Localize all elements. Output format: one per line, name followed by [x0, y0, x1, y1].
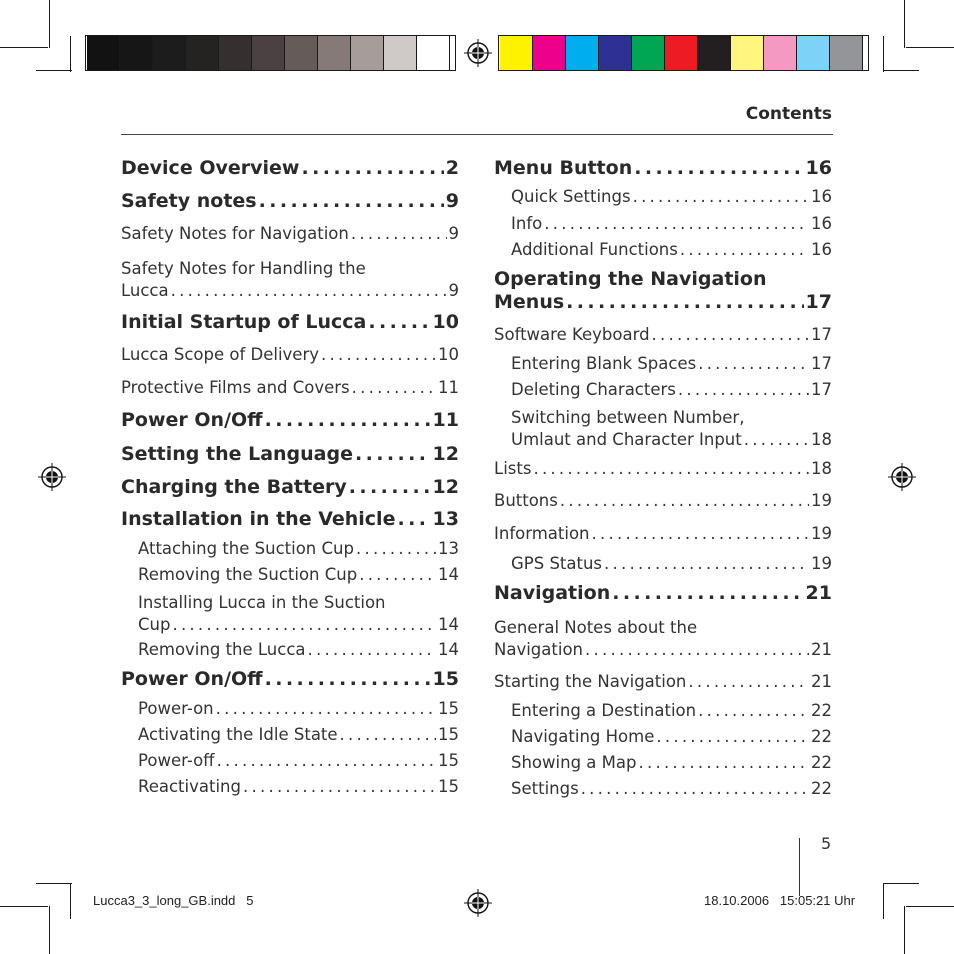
toc-entry-page: 9	[445, 190, 459, 212]
dot-leader	[744, 430, 809, 449]
toc-entry[interactable]	[511, 701, 832, 720]
toc-entry-title: Starting the Navigation	[494, 672, 687, 691]
toc-entry[interactable]	[121, 157, 459, 179]
toc-entry[interactable]	[494, 459, 832, 478]
dot-leader	[243, 777, 436, 796]
toc-entry[interactable]	[121, 443, 459, 465]
toc-entry-title: Safety Notes for Navigation	[121, 224, 349, 243]
toc-entry-title-line: Switching between Number,	[511, 408, 745, 427]
dot-leader	[544, 214, 809, 233]
toc-entry[interactable]	[121, 224, 459, 243]
toc-entry-title: Attaching the Suction Cup	[138, 539, 354, 558]
crop-mark	[0, 906, 48, 907]
toc-entry-page: 12	[432, 476, 459, 498]
color-swatch	[87, 36, 120, 70]
toc-entry-title: Entering Blank Spaces	[511, 354, 697, 373]
toc-entry-title: Lists	[494, 459, 532, 478]
toc-entry[interactable]	[138, 699, 459, 718]
slug-date-info: 18.10.2006 15:05:21 Uhr	[704, 893, 856, 908]
toc-entry-title: Cup	[138, 615, 171, 634]
toc-entry-title: Initial Startup of Lucca	[121, 311, 367, 333]
toc-entry-page: 19	[811, 554, 832, 573]
toc-entry[interactable]	[511, 779, 832, 798]
dot-leader	[265, 668, 431, 690]
toc-entry[interactable]	[138, 539, 459, 558]
dot-leader	[585, 640, 809, 659]
toc-entry-page: 13	[438, 539, 459, 558]
dot-leader	[698, 354, 809, 373]
toc-entry-title: Information	[494, 524, 590, 543]
toc-entry[interactable]	[138, 725, 459, 744]
toc-entry[interactable]	[494, 524, 832, 543]
toc-entry-title: Info	[511, 214, 543, 233]
toc-entry-page: 17	[811, 380, 832, 399]
dot-leader	[604, 554, 809, 573]
toc-entry-title: Showing a Map	[511, 753, 637, 772]
toc-entry-page: 12	[432, 443, 459, 465]
page-number-rule	[799, 838, 800, 896]
toc-entry-title-line: Installing Lucca in the Suction	[138, 593, 386, 612]
crop-mark	[0, 47, 48, 48]
toc-entry[interactable]	[494, 672, 832, 691]
slug-file-info: Lucca3_3_long_GB.indd 5	[93, 893, 254, 908]
toc-entry-page: 16	[811, 240, 832, 259]
crop-mark	[883, 70, 919, 71]
crop-mark	[49, 0, 50, 48]
toc-entry-title: Safety notes	[121, 190, 257, 212]
toc-entry-title: Quick Settings	[511, 187, 631, 206]
toc-entry-title: Deleting Characters	[511, 380, 676, 399]
toc-entry-title: Power On/Off	[121, 409, 263, 431]
dot-leader	[216, 699, 436, 718]
toc-entry[interactable]	[138, 565, 459, 584]
toc-entry-page: 16	[805, 157, 832, 179]
toc-entry[interactable]	[511, 354, 832, 373]
page-number: 5	[821, 834, 832, 853]
toc-entry-title: Activating the Idle State	[138, 725, 338, 744]
toc-entry-page: 11	[438, 378, 459, 397]
toc-entry-title: Lucca Scope of Delivery	[121, 345, 320, 364]
toc-entry-page: 15	[438, 777, 459, 796]
toc-entry-title-line: Operating the Navigation	[494, 268, 767, 290]
toc-entry-title: Power On/Off	[121, 668, 263, 690]
toc-entry-title-line: Safety Notes for Handling the	[121, 259, 366, 278]
toc-entry-title: Protective Films and Covers	[121, 378, 350, 397]
crop-mark	[906, 906, 954, 907]
toc-entry[interactable]	[511, 214, 832, 233]
crop-mark	[904, 0, 905, 48]
registration-mark-icon	[888, 463, 916, 491]
toc-left-column	[121, 0, 459, 954]
toc-entry-page: 16	[811, 214, 832, 233]
crop-mark	[70, 883, 71, 919]
toc-entry-title: Navigating Home	[511, 727, 655, 746]
dot-leader	[217, 751, 436, 770]
toc-entry[interactable]	[121, 311, 459, 333]
toc-entry[interactable]	[138, 751, 459, 770]
dot-leader	[265, 409, 431, 431]
toc-entry[interactable]	[121, 668, 459, 690]
toc-entry-page: 9	[448, 224, 459, 243]
dot-leader	[633, 187, 809, 206]
dot-leader	[321, 345, 436, 364]
dot-leader	[533, 459, 809, 478]
toc-entry[interactable]	[511, 187, 832, 206]
toc-entry[interactable]	[138, 591, 459, 634]
dot-leader	[397, 508, 430, 530]
toc-entry-page: 2	[445, 157, 459, 179]
toc-entry[interactable]	[121, 378, 459, 397]
toc-entry-page: 10	[432, 311, 459, 333]
toc-entry-title: GPS Status	[511, 554, 603, 573]
dot-leader	[259, 190, 444, 212]
crop-mark	[883, 883, 919, 884]
toc-entry[interactable]	[511, 554, 832, 573]
dot-leader	[612, 582, 803, 604]
toc-entry-title: Additional Functions	[511, 240, 678, 259]
dot-leader	[656, 727, 809, 746]
toc-entry-page: 11	[432, 409, 459, 431]
toc-entry-page: 19	[811, 524, 832, 543]
dot-leader	[340, 725, 436, 744]
toc-entry-page: 17	[805, 291, 832, 313]
toc-entry[interactable]	[511, 727, 832, 746]
toc-entry[interactable]	[494, 616, 832, 659]
dot-leader	[308, 640, 436, 659]
toc-entry-page: 16	[811, 187, 832, 206]
toc-entry-page: 14	[438, 565, 459, 584]
toc-entry[interactable]	[494, 157, 832, 179]
toc-entry-title: Umlaut and Character Input	[511, 430, 742, 449]
registration-mark-icon	[464, 39, 492, 67]
crop-mark	[904, 906, 905, 954]
toc-entry-title: Lucca	[121, 281, 169, 300]
crop-mark	[883, 883, 884, 919]
dot-leader	[678, 380, 809, 399]
dot-leader	[566, 291, 803, 313]
toc-entry-page: 9	[448, 281, 459, 300]
toc-entry[interactable]	[138, 777, 459, 796]
toc-entry-page: 15	[438, 751, 459, 770]
dot-leader	[368, 311, 430, 333]
toc-entry-page: 17	[811, 354, 832, 373]
toc-entry-title: Power-off	[138, 751, 215, 770]
crop-mark	[70, 36, 71, 72]
toc-entry-title: Entering a Destination	[511, 701, 697, 720]
toc-right-column	[494, 0, 832, 954]
toc-entry[interactable]	[511, 240, 832, 259]
dot-leader	[349, 476, 431, 498]
toc-entry-page: 17	[811, 325, 832, 344]
toc-entry-title: Buttons	[494, 491, 558, 510]
registration-mark-icon	[464, 889, 492, 917]
dot-leader	[356, 539, 436, 558]
toc-entry-page: 22	[811, 753, 832, 772]
toc-entry-title-line: General Notes about the	[494, 618, 698, 637]
toc-entry-page: 21	[805, 582, 832, 604]
dot-leader	[688, 672, 809, 691]
registration-mark-icon	[38, 463, 66, 491]
dot-leader	[592, 524, 809, 543]
toc-entry[interactable]	[494, 582, 832, 604]
toc-entry-page: 10	[438, 345, 459, 364]
toc-entry-title: Removing the Suction Cup	[138, 565, 358, 584]
toc-entry-title: Navigation	[494, 582, 611, 604]
dot-leader	[172, 615, 436, 634]
toc-entry[interactable]	[138, 640, 459, 659]
toc-entry-title: Menu Button	[494, 157, 633, 179]
dot-leader	[638, 753, 809, 772]
toc-entry[interactable]	[511, 380, 832, 399]
toc-entry-title: Installation in the Vehicle	[121, 508, 396, 530]
toc-entry[interactable]	[121, 476, 459, 498]
toc-entry-page: 15	[438, 725, 459, 744]
toc-entry[interactable]	[121, 345, 459, 364]
dot-leader	[698, 701, 809, 720]
toc-entry-page: 21	[811, 672, 832, 691]
toc-entry[interactable]	[494, 268, 832, 313]
toc-entry-page: 18	[811, 459, 832, 478]
toc-entry-page: 14	[438, 615, 459, 634]
toc-entry[interactable]	[121, 409, 459, 431]
toc-entry-title: Settings	[511, 779, 579, 798]
toc-entry[interactable]	[121, 508, 459, 530]
toc-entry-page: 22	[811, 779, 832, 798]
toc-entry-page: 22	[811, 701, 832, 720]
crop-mark	[36, 883, 72, 884]
toc-entry-page: 21	[811, 640, 832, 659]
toc-entry[interactable]	[121, 257, 459, 300]
dot-leader	[652, 325, 809, 344]
dot-leader	[680, 240, 809, 259]
toc-entry-title: Reactivating	[138, 777, 241, 796]
toc-entry[interactable]	[494, 491, 832, 510]
toc-entry-page: 15	[438, 699, 459, 718]
toc-entry-title: Power-on	[138, 699, 214, 718]
toc-entry[interactable]	[511, 753, 832, 772]
running-head: Contents	[745, 104, 832, 124]
toc-entry-page: 13	[432, 508, 459, 530]
toc-entry-title: Setting the Language	[121, 443, 353, 465]
toc-entry-page: 18	[811, 430, 832, 449]
toc-entry-page: 19	[811, 491, 832, 510]
color-swatch	[830, 36, 863, 70]
toc-entry-title: Menus	[494, 291, 565, 313]
dot-leader	[581, 779, 809, 798]
dot-leader	[560, 491, 809, 510]
toc-entry-title: Software Keyboard	[494, 325, 650, 344]
toc-entry-page: 22	[811, 727, 832, 746]
toc-entry-title: Removing the Lucca	[138, 640, 306, 659]
toc-entry-title: Device Overview	[121, 157, 300, 179]
toc-entry[interactable]	[121, 190, 459, 212]
crop-mark	[906, 47, 954, 48]
crop-mark	[49, 906, 50, 954]
dot-leader	[301, 157, 443, 179]
dot-leader	[171, 281, 447, 300]
crop-mark	[883, 36, 884, 72]
toc-entry-page: 15	[432, 668, 459, 690]
dot-leader	[634, 157, 803, 179]
toc-entry[interactable]	[494, 325, 832, 344]
dot-leader	[355, 443, 431, 465]
toc-entry[interactable]	[511, 406, 832, 449]
dot-leader	[352, 378, 436, 397]
crop-mark	[36, 70, 72, 71]
dot-leader	[351, 224, 447, 243]
dot-leader	[359, 565, 436, 584]
toc-entry-page: 14	[438, 640, 459, 659]
toc-entry-title: Navigation	[494, 640, 583, 659]
toc-entry-title: Charging the Battery	[121, 476, 347, 498]
